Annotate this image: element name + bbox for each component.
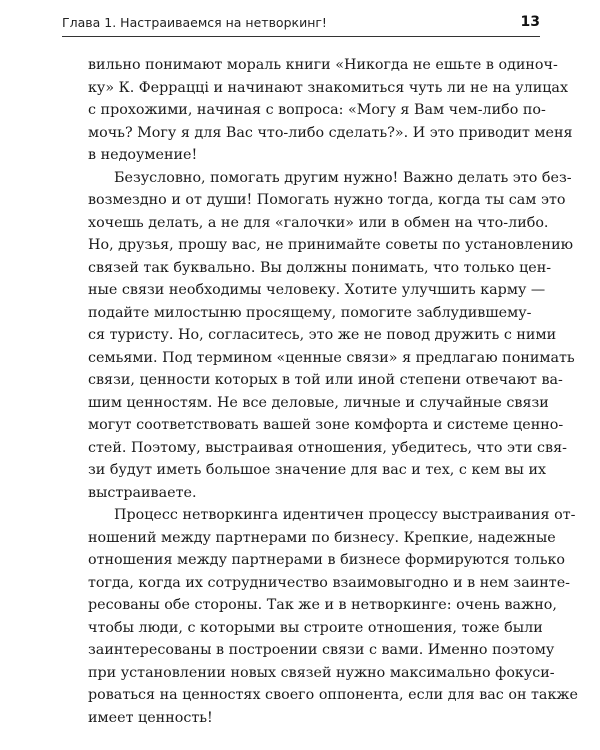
running-header xyxy=(62,14,540,34)
text-line: имеет ценность! xyxy=(88,709,213,726)
text-line: подайте милостыню просящему, помогите заблудившему- xyxy=(88,304,532,321)
header-divider xyxy=(62,36,540,37)
text-line: ные связи необходимы человеку. Хотите улучшить карму — xyxy=(88,282,546,298)
chapter-title: Глава 1. Настраиваемся на нетворкинг! xyxy=(62,15,327,30)
text-line: заинтересованы в построении связи с вами. Именно поэтому xyxy=(88,642,555,658)
text-line: хочешь делать, а не для «галочки» или в обмен на что-либо. xyxy=(88,214,549,231)
text-line: ресованы обе стороны. Так же и в нетворкинге: очень важно, xyxy=(88,597,557,613)
text-line: возмездно и от души! Помогать нужно тогда, когда ты сам это xyxy=(88,192,566,208)
paragraph xyxy=(88,504,578,729)
paragraph xyxy=(88,167,575,505)
text-line: вильно понимают мораль книги «Никогда не ешьте в одиноч- xyxy=(88,57,558,73)
text-line: Процесс нетворкинга идентичен процессу выстраивания от- xyxy=(114,507,576,523)
text-line: мочь? Могу я для Вас что-либо сделать?». И это приводит меня xyxy=(88,124,573,141)
text-line: тогда, когда их сотрудничество взаимовыгодно и в нем заинте- xyxy=(88,574,570,591)
page-number: 13 xyxy=(520,14,540,30)
text-line: ношений между партнерами по бизнесу. Крепкие, надежные xyxy=(88,529,556,546)
text-line: с прохожими, начиная с вопроса: «Могу я Вам чем-либо по- xyxy=(88,102,546,118)
text-line: могут соответствовать вашей зоне комфорта и системе ценно- xyxy=(88,417,564,433)
text-line: чтобы люди, с которыми вы строите отношения, тоже были xyxy=(88,619,543,636)
text-line: в недоумение! xyxy=(88,147,198,163)
paragraph xyxy=(88,54,573,167)
text-line: связей так буквально. Вы должны понимать, что только цен- xyxy=(88,259,552,276)
text-line: Безусловно, помогать другим нужно! Важно делать это без- xyxy=(114,169,572,186)
text-line: ку» К. Ферраццi и начинают знакомиться чуть ли не на улицах xyxy=(88,79,569,96)
text-line: стей. Поэтому, выстраивая отношения, убедитесь, что эти свя- xyxy=(88,439,567,456)
text-line: ся туристу. Но, согласитесь, это же не повод дружить с ними xyxy=(88,327,557,343)
text-line: связи, ценности которых в той или иной степени отвечают ва- xyxy=(88,372,563,388)
text-line: отношения между партнерами в бизнесе формируются только xyxy=(88,552,566,568)
text-line: Но, друзья, прошу вас, не принимайте советы по установлению xyxy=(88,237,574,253)
text-line: шим ценностям. Не все деловые, личные и случайные связи xyxy=(88,394,549,411)
text-line: при установлении новых связей нужно максимально фокуси- xyxy=(88,664,555,681)
body-text xyxy=(88,54,578,729)
text-line: семьями. Под термином «ценные связи» я предлагаю понимать xyxy=(88,349,575,366)
text-line: зи будут иметь большое значение для вас и тех, с кем вы их xyxy=(88,462,547,478)
text-line: выстраиваете. xyxy=(88,484,197,501)
text-line: роваться на ценностях своего оппонента, если для вас он также xyxy=(88,687,578,703)
